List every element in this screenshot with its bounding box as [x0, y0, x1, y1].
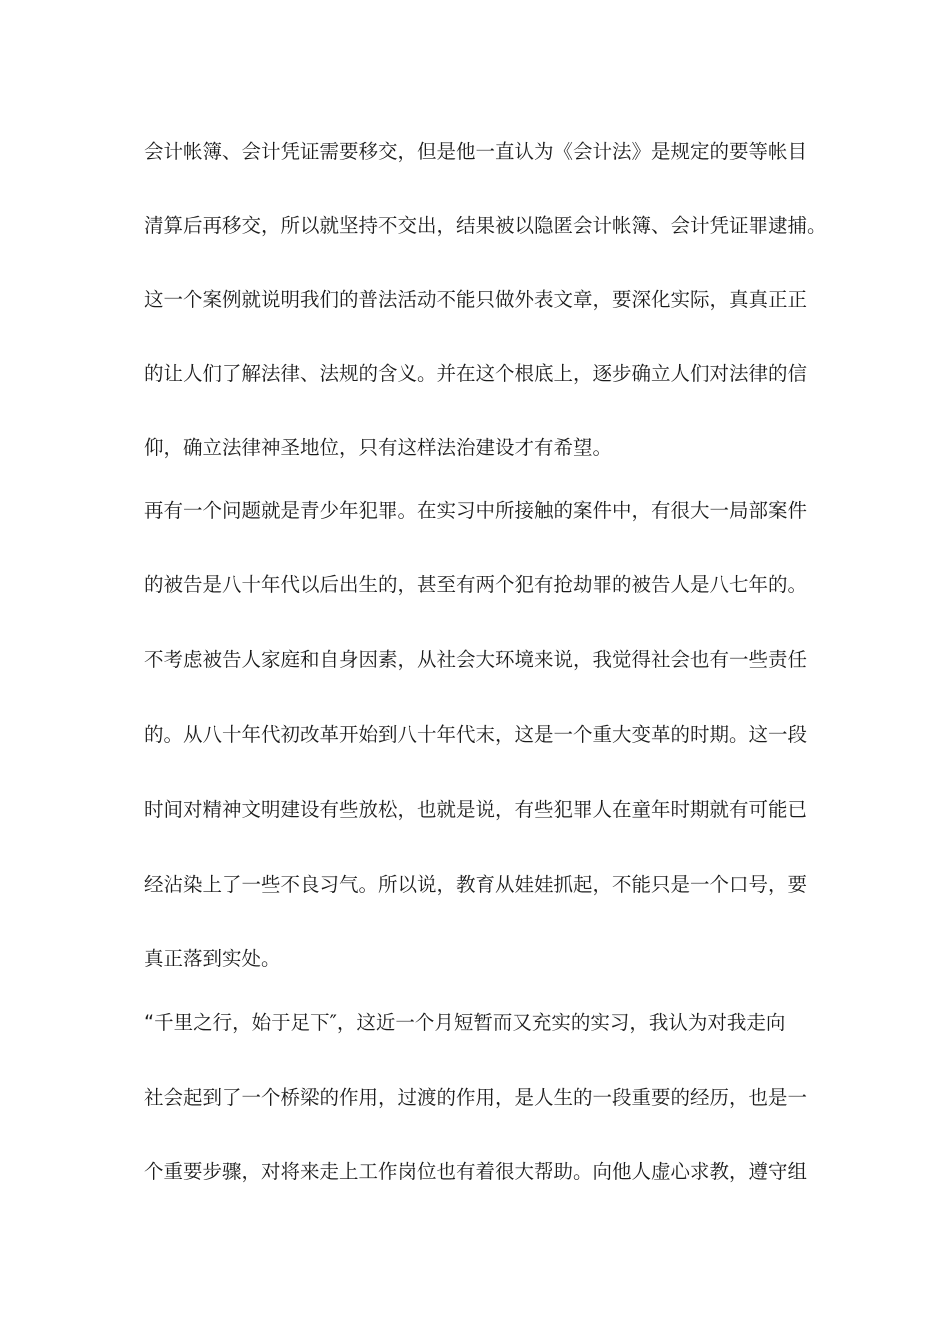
- text-line: 再有一个问题就是青少年犯罪。在实习中所接触的案件中，有很大一局部案件: [144, 499, 808, 522]
- text-line: 的让人们了解法律、法规的含义。并在这个根底上，逐步确立人们对法律的信: [144, 362, 808, 385]
- text-line: 个重要步骤，对将来走上工作岗位也有着很大帮助。向他人虚心求教，遵守组: [144, 1160, 808, 1183]
- text-line: 经沾染上了一些不良习气。所以说，教育从娃娃抓起，不能只是一个口号，要: [144, 873, 808, 896]
- text-line: “千里之行，始于足下″，这近一个月短暂而又充实的实习，我认为对我走向: [144, 1011, 786, 1034]
- text-line: 时间对精神文明建设有些放松，也就是说，有些犯罪人在童年时期就有可能已: [144, 798, 808, 821]
- text-line: 会计帐簿、会计凭证需要移交，但是他一直认为《会计法》是规定的要等帐目: [144, 140, 808, 163]
- text-line: 真正落到实处。: [144, 947, 281, 970]
- text-line: 的被告是八十年代以后出生的，甚至有两个犯有抢劫罪的被告人是八七年的。: [144, 573, 808, 596]
- text-line: 仰，确立法律神圣地位，只有这样法治建设才有希望。: [144, 436, 613, 459]
- text-line: 的。从八十年代初改革开始到八十年代末，这是一个重大变革的时期。这一段: [144, 723, 808, 746]
- text-line: 社会起到了一个桥梁的作用，过渡的作用，是人生的一段重要的经历，也是一: [144, 1086, 808, 1109]
- text-line: 不考虑被告人家庭和自身因素，从社会大环境来说，我觉得社会也有一些责任: [144, 648, 808, 671]
- text-line: 这一个案例就说明我们的普法活动不能只做外表文章，要深化实际，真真正正: [144, 288, 808, 311]
- text-line: 清算后再移交，所以就坚持不交出，结果被以隐匿会计帐簿、会计凭证罪逮捕。: [144, 214, 827, 237]
